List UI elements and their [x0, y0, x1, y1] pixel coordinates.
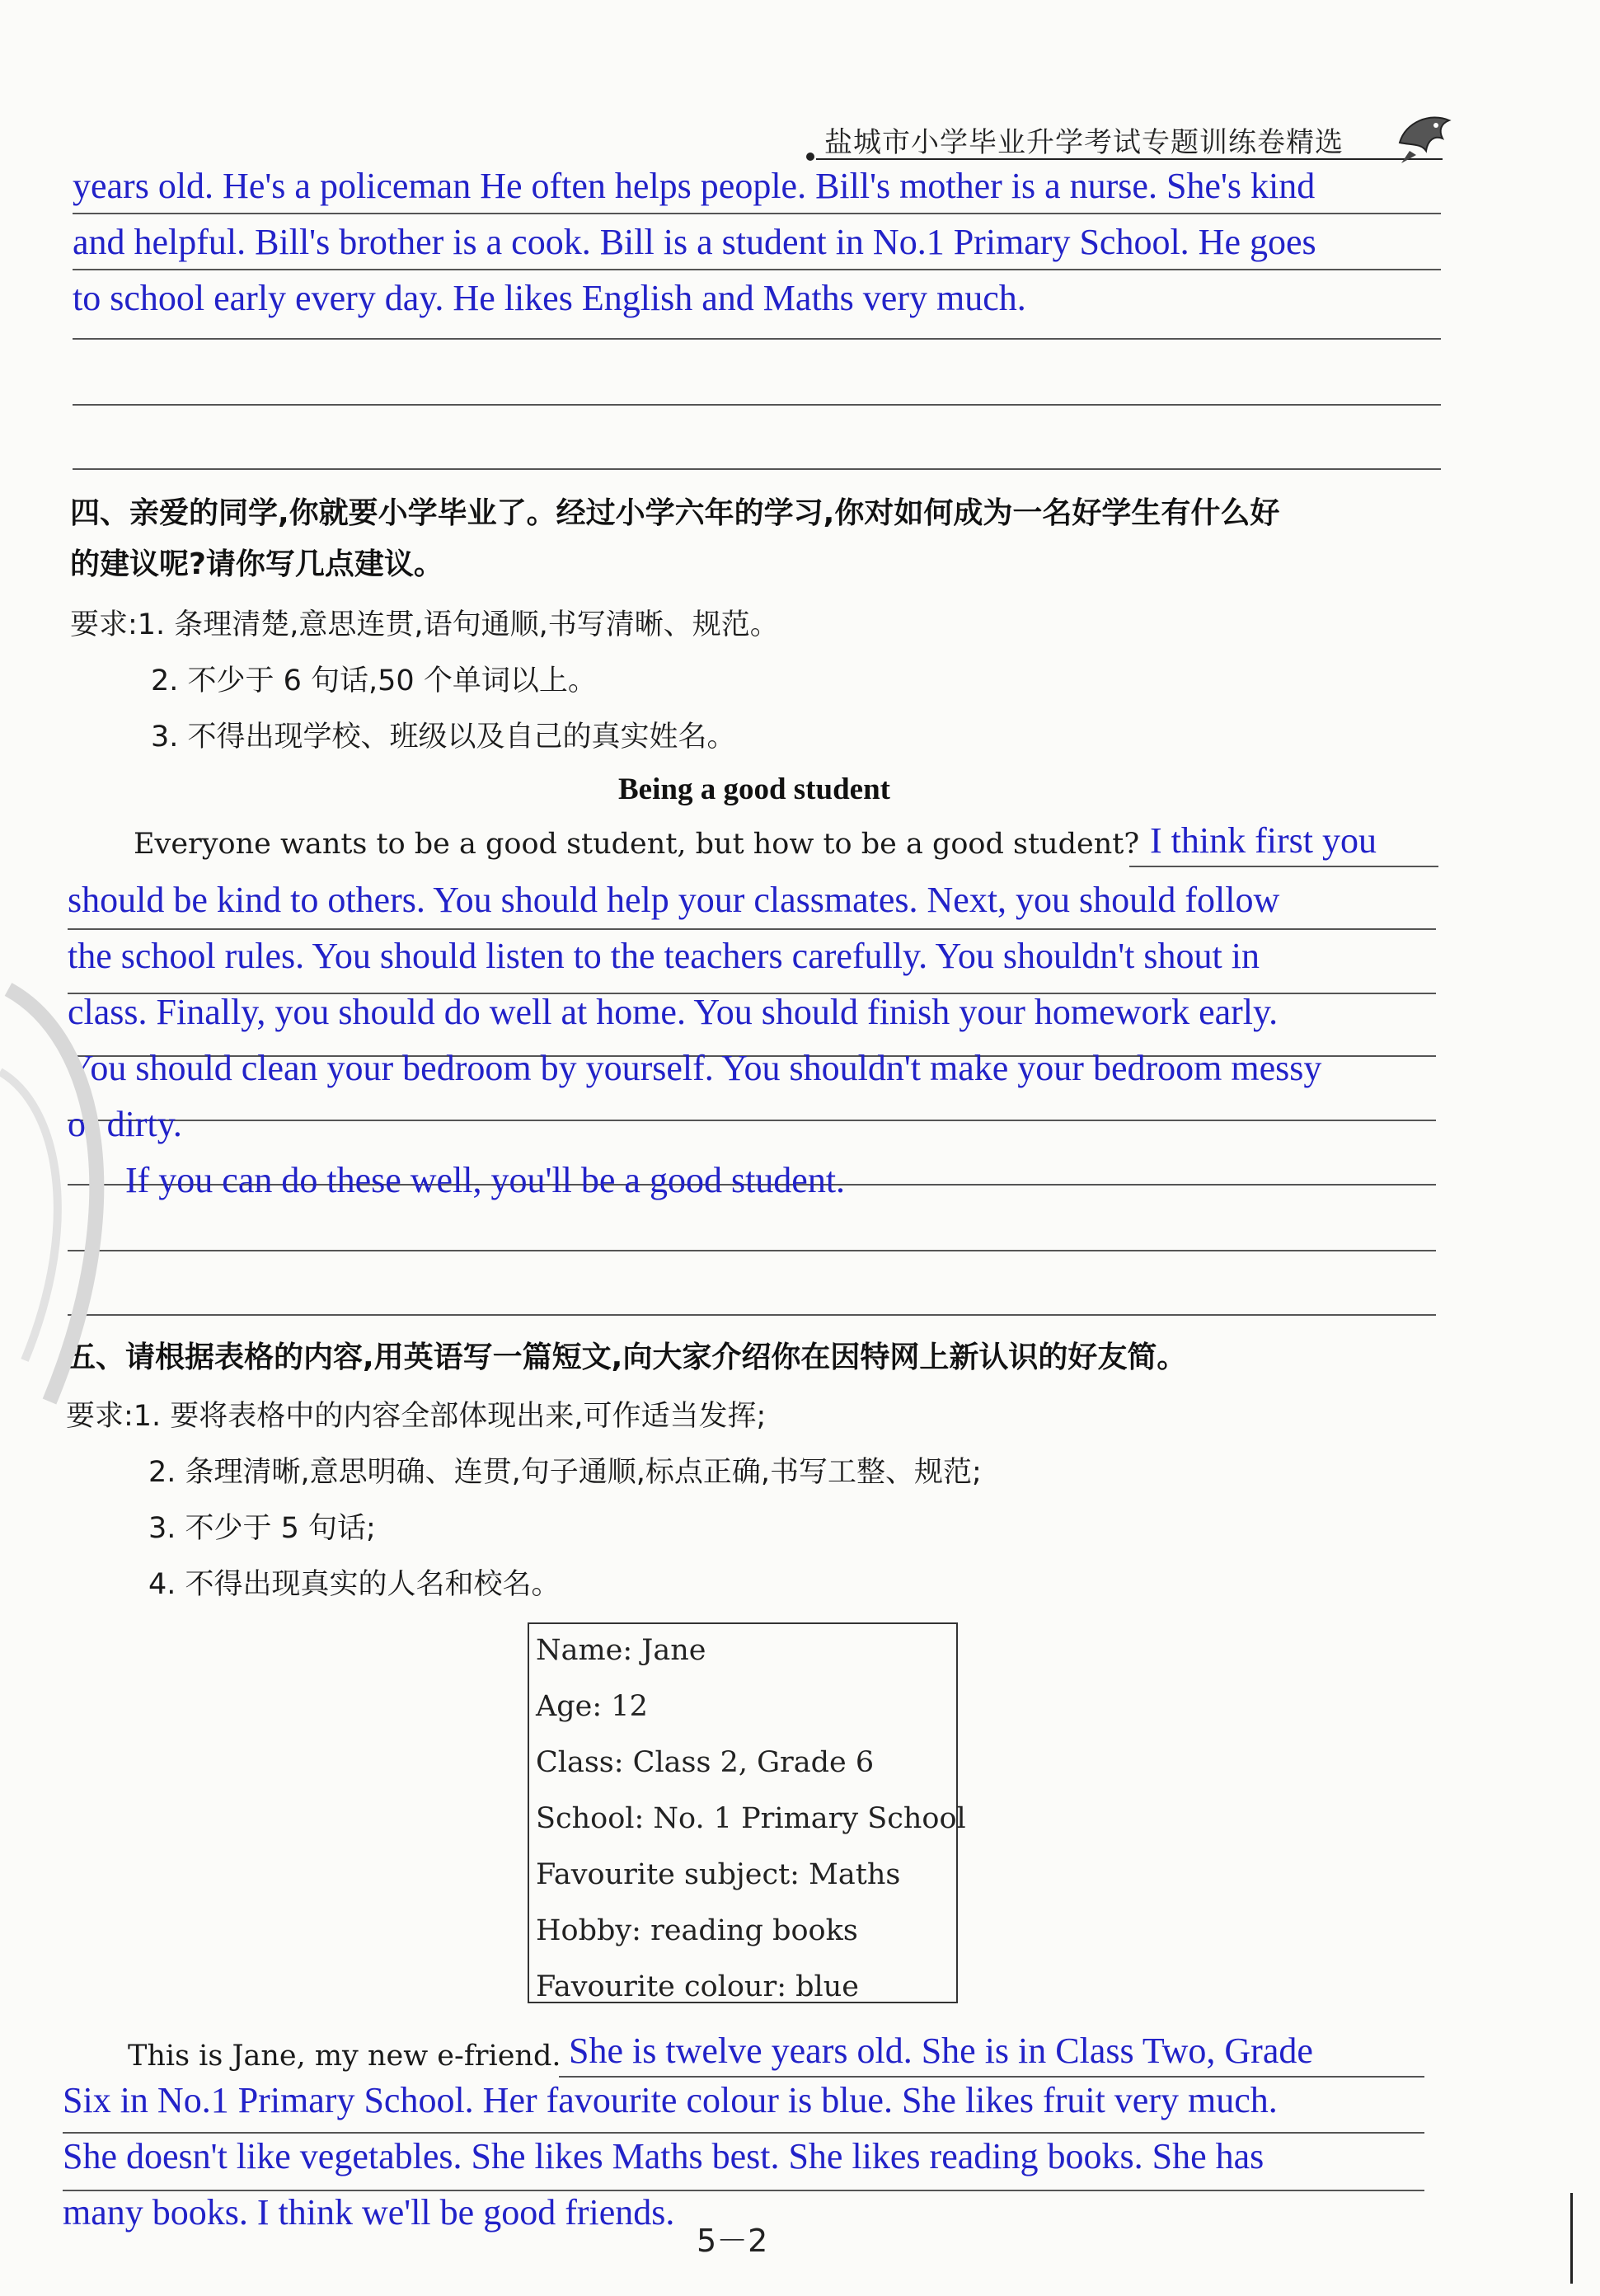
header-bullet — [806, 153, 814, 161]
header-rule — [816, 158, 1443, 160]
book-series-title: 盐城市小学毕业升学考试专题训练卷精选 — [824, 126, 1344, 159]
writing-rule — [73, 269, 1441, 270]
section5-answer-line-1: Six in No.1 Primary School. Her favourite colour is blue. She likes fruit very much. — [63, 2080, 1278, 2120]
writing-rule — [73, 468, 1441, 470]
prev-answer-line-1: years old. He's a policeman He often helps people. Bill's mother is a nurse. She's kind — [73, 166, 1316, 206]
section5-requirement-3: 3. 不少于 5 句话; — [148, 1512, 376, 1545]
section4-requirement-1: 要求:1. 条理清楚,意思连贯,语句通顺,书写清晰、规范。 — [70, 608, 779, 641]
writing-rule — [73, 404, 1441, 406]
section5-requirement-2: 2. 条理清晰,意思明确、连贯,句子通顺,标点正确,书写工整、规范; — [148, 1456, 982, 1489]
writing-rule — [68, 1120, 1436, 1121]
page-edge-mark — [1570, 2193, 1573, 2284]
section4-answer-line-3: class. Finally, you should do well at home. You should finish your homework early. — [68, 992, 1279, 1032]
section4-answer-line-2: the school rules. You should listen to the teachers carefully. You shouldn't shout in — [68, 936, 1260, 976]
writing-rule — [73, 213, 1441, 214]
prev-answer-line-2: and helpful. Bill's brother is a cook. Bill is a student in No.1 Primary School. He goes — [73, 222, 1316, 262]
watermark-arc-icon — [0, 973, 140, 1434]
info-class: Class: Class 2, Grade 6 — [536, 1746, 875, 1779]
section4-answer-first: I think first you — [1150, 820, 1377, 861]
section5-requirement-1: 要求:1. 要将表格中的内容全部体现出来,可作适当发挥; — [66, 1400, 767, 1433]
section4-requirement-2: 2. 不少于 6 句话,50 个单词以上。 — [151, 664, 597, 697]
section4-answer-line-4: You should clean your bedroom by yourself. You shouldn't make your bedroom messy — [68, 1048, 1322, 1088]
section4-answer-line-6: If you can do these well, you'll be a good student. — [125, 1160, 846, 1200]
info-name: Name: Jane — [536, 1634, 706, 1667]
section5-requirement-4: 4. 不得出现真实的人名和校名。 — [148, 1568, 561, 1601]
section5-answer-line-2: She doesn't like vegetables. She likes Maths best. She likes reading books. She has — [63, 2136, 1265, 2176]
info-favourite-colour: Favourite colour: blue — [536, 1970, 859, 2003]
writing-rule — [68, 1314, 1436, 1316]
writing-rule — [1129, 866, 1438, 867]
section4-prompt: Everyone wants to be a good student, but how to be a good student? — [134, 828, 1140, 861]
writing-rule — [63, 2132, 1424, 2134]
section5-answer-line-3: many books. I think we'll be good friends. — [63, 2192, 675, 2233]
section4-heading-line-1: 四、亲爱的同学,你就要小学毕业了。经过小学六年的学习,你对如何成为一名好学生有什么好 — [70, 496, 1280, 530]
section4-requirement-3: 3. 不得出现学校、班级以及自己的真实姓名。 — [151, 721, 736, 754]
prev-answer-line-3: to school early every day. He likes English and Maths very much. — [73, 278, 1026, 318]
page-number: 5－2 — [697, 2223, 768, 2259]
info-favourite-subject: Favourite subject: Maths — [536, 1858, 901, 1891]
writing-rule — [68, 928, 1436, 930]
section5-answer-first: She is twelve years old. She is in Class Two, Grade — [569, 2031, 1313, 2071]
section4-heading-line-2: 的建议呢?请你写几点建议。 — [70, 547, 443, 581]
info-school: School: No. 1 Primary School — [536, 1802, 966, 1835]
info-age: Age: 12 — [536, 1690, 648, 1723]
writing-rule — [559, 2076, 1424, 2078]
section5-heading: 五、请根据表格的内容,用英语写一篇短文,向大家介绍你在因特网上新认识的好友简。 — [66, 1341, 1187, 1374]
essay-title: Being a good student — [618, 772, 890, 806]
dolphin-mascot-icon — [1393, 106, 1455, 167]
writing-rule — [73, 338, 1441, 340]
section4-answer-line-1: should be kind to others. You should help your classmates. Next, you should follow — [68, 880, 1280, 920]
section5-prompt: This is Jane, my new e-friend. — [128, 2040, 561, 2073]
writing-rule — [68, 1250, 1436, 1251]
info-hobby: Hobby: reading books — [536, 1914, 858, 1947]
section4-answer-line-5: or dirty. — [68, 1104, 182, 1144]
